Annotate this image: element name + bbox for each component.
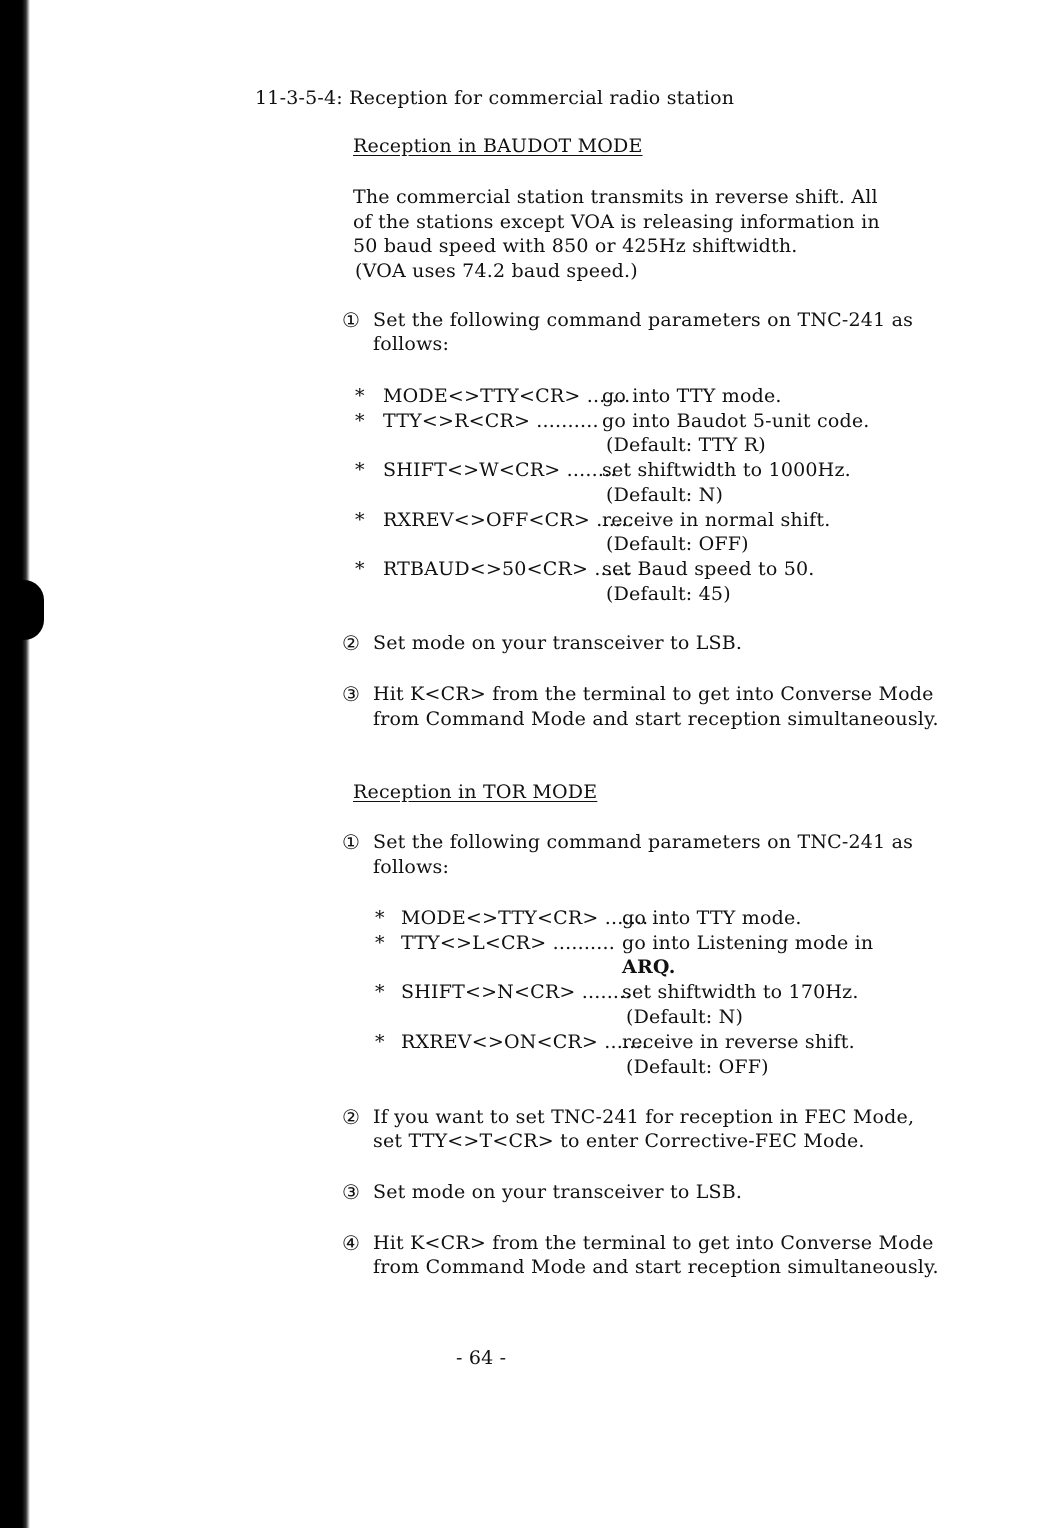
tor-step2-line: If you want to set TNC-241 for reception in FEC Mode, [373,1106,915,1128]
section-heading: 11-3-5-4: Reception for commercial radio station [255,87,735,109]
step-marker: ② [342,1105,360,1129]
baudot-step1-line: Set the following command parameters on TNC-241 as [373,309,914,331]
tor-title: Reception in TOR MODE [353,781,598,803]
step-marker: ④ [342,1231,360,1255]
bullet-icon: * [355,509,365,531]
command-description: receive in reverse shift. [622,1031,855,1053]
baudot-intro-line: of the stations except VOA is releasing information in [353,211,880,233]
command-text: MODE<>TTY<CR> ....... [383,385,631,407]
baudot-title: Reception in BAUDOT MODE [353,135,643,157]
command-text: TTY<>R<CR> .......... [383,410,599,432]
bullet-icon: * [375,1031,385,1053]
step-marker: ③ [342,1180,360,1204]
tor-step4-line: from Command Mode and start reception simultaneously. [373,1256,939,1278]
baudot-step3-line: from Command Mode and start reception simultaneously. [373,708,939,730]
step-marker: ① [342,308,360,332]
tor-step3-line: Set mode on your transceiver to LSB. [373,1181,743,1203]
command-default: ARQ. [622,956,676,978]
command-default: (Default: OFF) [606,533,749,555]
step-marker: ① [342,830,360,854]
bullet-icon: * [355,385,365,407]
bullet-icon: * [355,410,365,432]
command-default: (Default: N) [606,484,724,506]
bullet-icon: * [375,907,385,929]
command-default: (Default: TTY R) [606,434,766,456]
command-text: SHIFT<>W<CR> ........ [383,459,617,481]
bullet-icon: * [375,932,385,954]
bullet-icon: * [375,981,385,1003]
baudot-intro-line: (VOA uses 74.2 baud speed.) [355,260,638,282]
command-text: TTY<>L<CR> .......... [401,932,616,954]
bullet-icon: * [355,459,365,481]
command-description: set shiftwidth to 170Hz. [622,981,859,1003]
command-text: MODE<>TTY<CR> ....... [401,907,649,929]
command-description: go into TTY mode. [622,907,802,929]
step-marker: ③ [342,682,360,706]
step-marker: ② [342,631,360,655]
command-description: go into Listening mode in [622,932,874,954]
command-default: (Default: 45) [606,583,731,605]
command-description: set shiftwidth to 1000Hz. [602,459,851,481]
command-text: RTBAUD<>50<CR> ...... [383,558,632,580]
command-description: set Baud speed to 50. [602,558,815,580]
command-description: go into TTY mode. [602,385,782,407]
tor-step1-line: follows: [373,856,450,878]
tor-step4-line: Hit K<CR> from the terminal to get into Converse Mode [373,1232,934,1254]
baudot-step3-line: Hit K<CR> from the terminal to get into Converse Mode [373,683,934,705]
bullet-icon: * [355,558,365,580]
command-text: RXREV<>OFF<CR> ...... [383,509,634,531]
baudot-intro-line: The commercial station transmits in reverse shift. All [353,186,878,208]
baudot-intro-line: 50 baud speed with 850 or 425Hz shiftwidth. [353,235,798,257]
command-default: (Default: OFF) [626,1056,769,1078]
command-text: RXREV<>ON<CR> ....... [401,1031,648,1053]
baudot-step2-line: Set mode on your transceiver to LSB. [373,632,743,654]
command-text: SHIFT<>N<CR> ........ [401,981,632,1003]
command-description: go into Baudot 5-unit code. [602,410,870,432]
baudot-step1-line: follows: [373,333,450,355]
command-description: receive in normal shift. [602,509,831,531]
tor-step1-line: Set the following command parameters on TNC-241 as [373,831,914,853]
command-default: (Default: N) [626,1006,744,1028]
tor-step2-line: set TTY<>T<CR> to enter Corrective-FEC Mode. [373,1130,865,1152]
page-number: - 64 - [456,1347,507,1369]
